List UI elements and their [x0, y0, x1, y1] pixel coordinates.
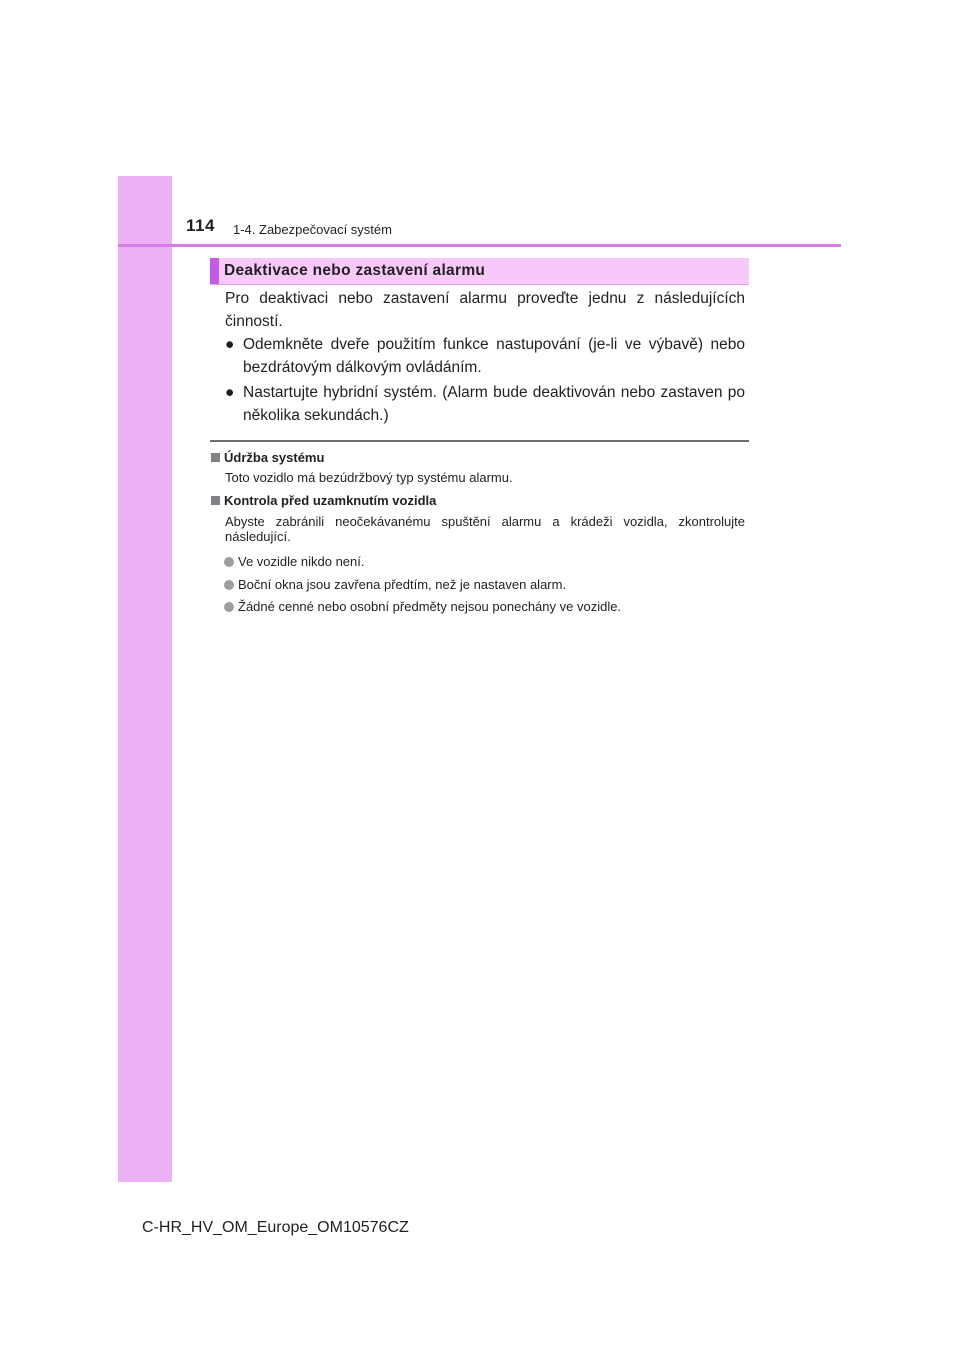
section-accent-bar [210, 258, 219, 284]
note-title: Kontrola před uzamknutím vozidla [224, 493, 437, 508]
note-heading [211, 492, 436, 509]
square-marker-icon [211, 496, 220, 505]
note-list-item [224, 553, 364, 570]
section-intro: Pro deaktivaci nebo zastavení alarmu proveďte jednu z následujících činností. [225, 290, 745, 330]
bullet-icon: ● [225, 384, 235, 401]
running-header-title: 1-4. Zabezpečovací systém [233, 222, 392, 237]
list-item-text: Nastartujte hybridní systém. (Alarm bude deaktivován nebo zastaven po několika sekundách.) [243, 384, 745, 424]
note-title: Údržba systému [224, 450, 325, 465]
note-heading [211, 449, 324, 466]
gray-bullet-icon [224, 580, 234, 590]
section-title: Deaktivace nebo zastavení alarmu [224, 262, 486, 279]
note-list-item-text: Žádné cenné nebo osobní předměty nejsou ponechány ve vozidle. [238, 599, 622, 614]
chapter-side-band [118, 176, 172, 1182]
list-item [225, 333, 745, 379]
note-list-item [224, 598, 621, 615]
page-number: 114 [186, 216, 215, 235]
section-underline [210, 284, 749, 285]
note-list-item-text: Ve vozidle nikdo není. [238, 554, 365, 569]
note-text: Toto vozidlo má bezúdržbový typ systému alarmu. [225, 470, 513, 485]
bullet-icon: ● [225, 336, 235, 353]
list-item-text: Odemkněte dveře použitím funkce nastupování (je-li ve výbavě) nebo bezdrátovým dálkovým ovládáním. [243, 336, 745, 376]
header-rule [118, 244, 841, 247]
note-list-item [224, 576, 566, 593]
note-text: Abyste zabránili neočekávanému spuštění alarmu a krádeži vozidla, zkontrolujte následující. [225, 514, 745, 544]
gray-bullet-icon [224, 602, 234, 612]
note-list-item-text: Boční okna jsou zavřena předtím, než je nastaven alarm. [238, 577, 567, 592]
footer-doc-code: C-HR_HV_OM_Europe_OM10576CZ [142, 1219, 409, 1236]
section-heading-box [210, 258, 749, 284]
notes-divider [210, 440, 749, 442]
list-item [225, 381, 745, 427]
gray-bullet-icon [224, 557, 234, 567]
square-marker-icon [211, 453, 220, 462]
